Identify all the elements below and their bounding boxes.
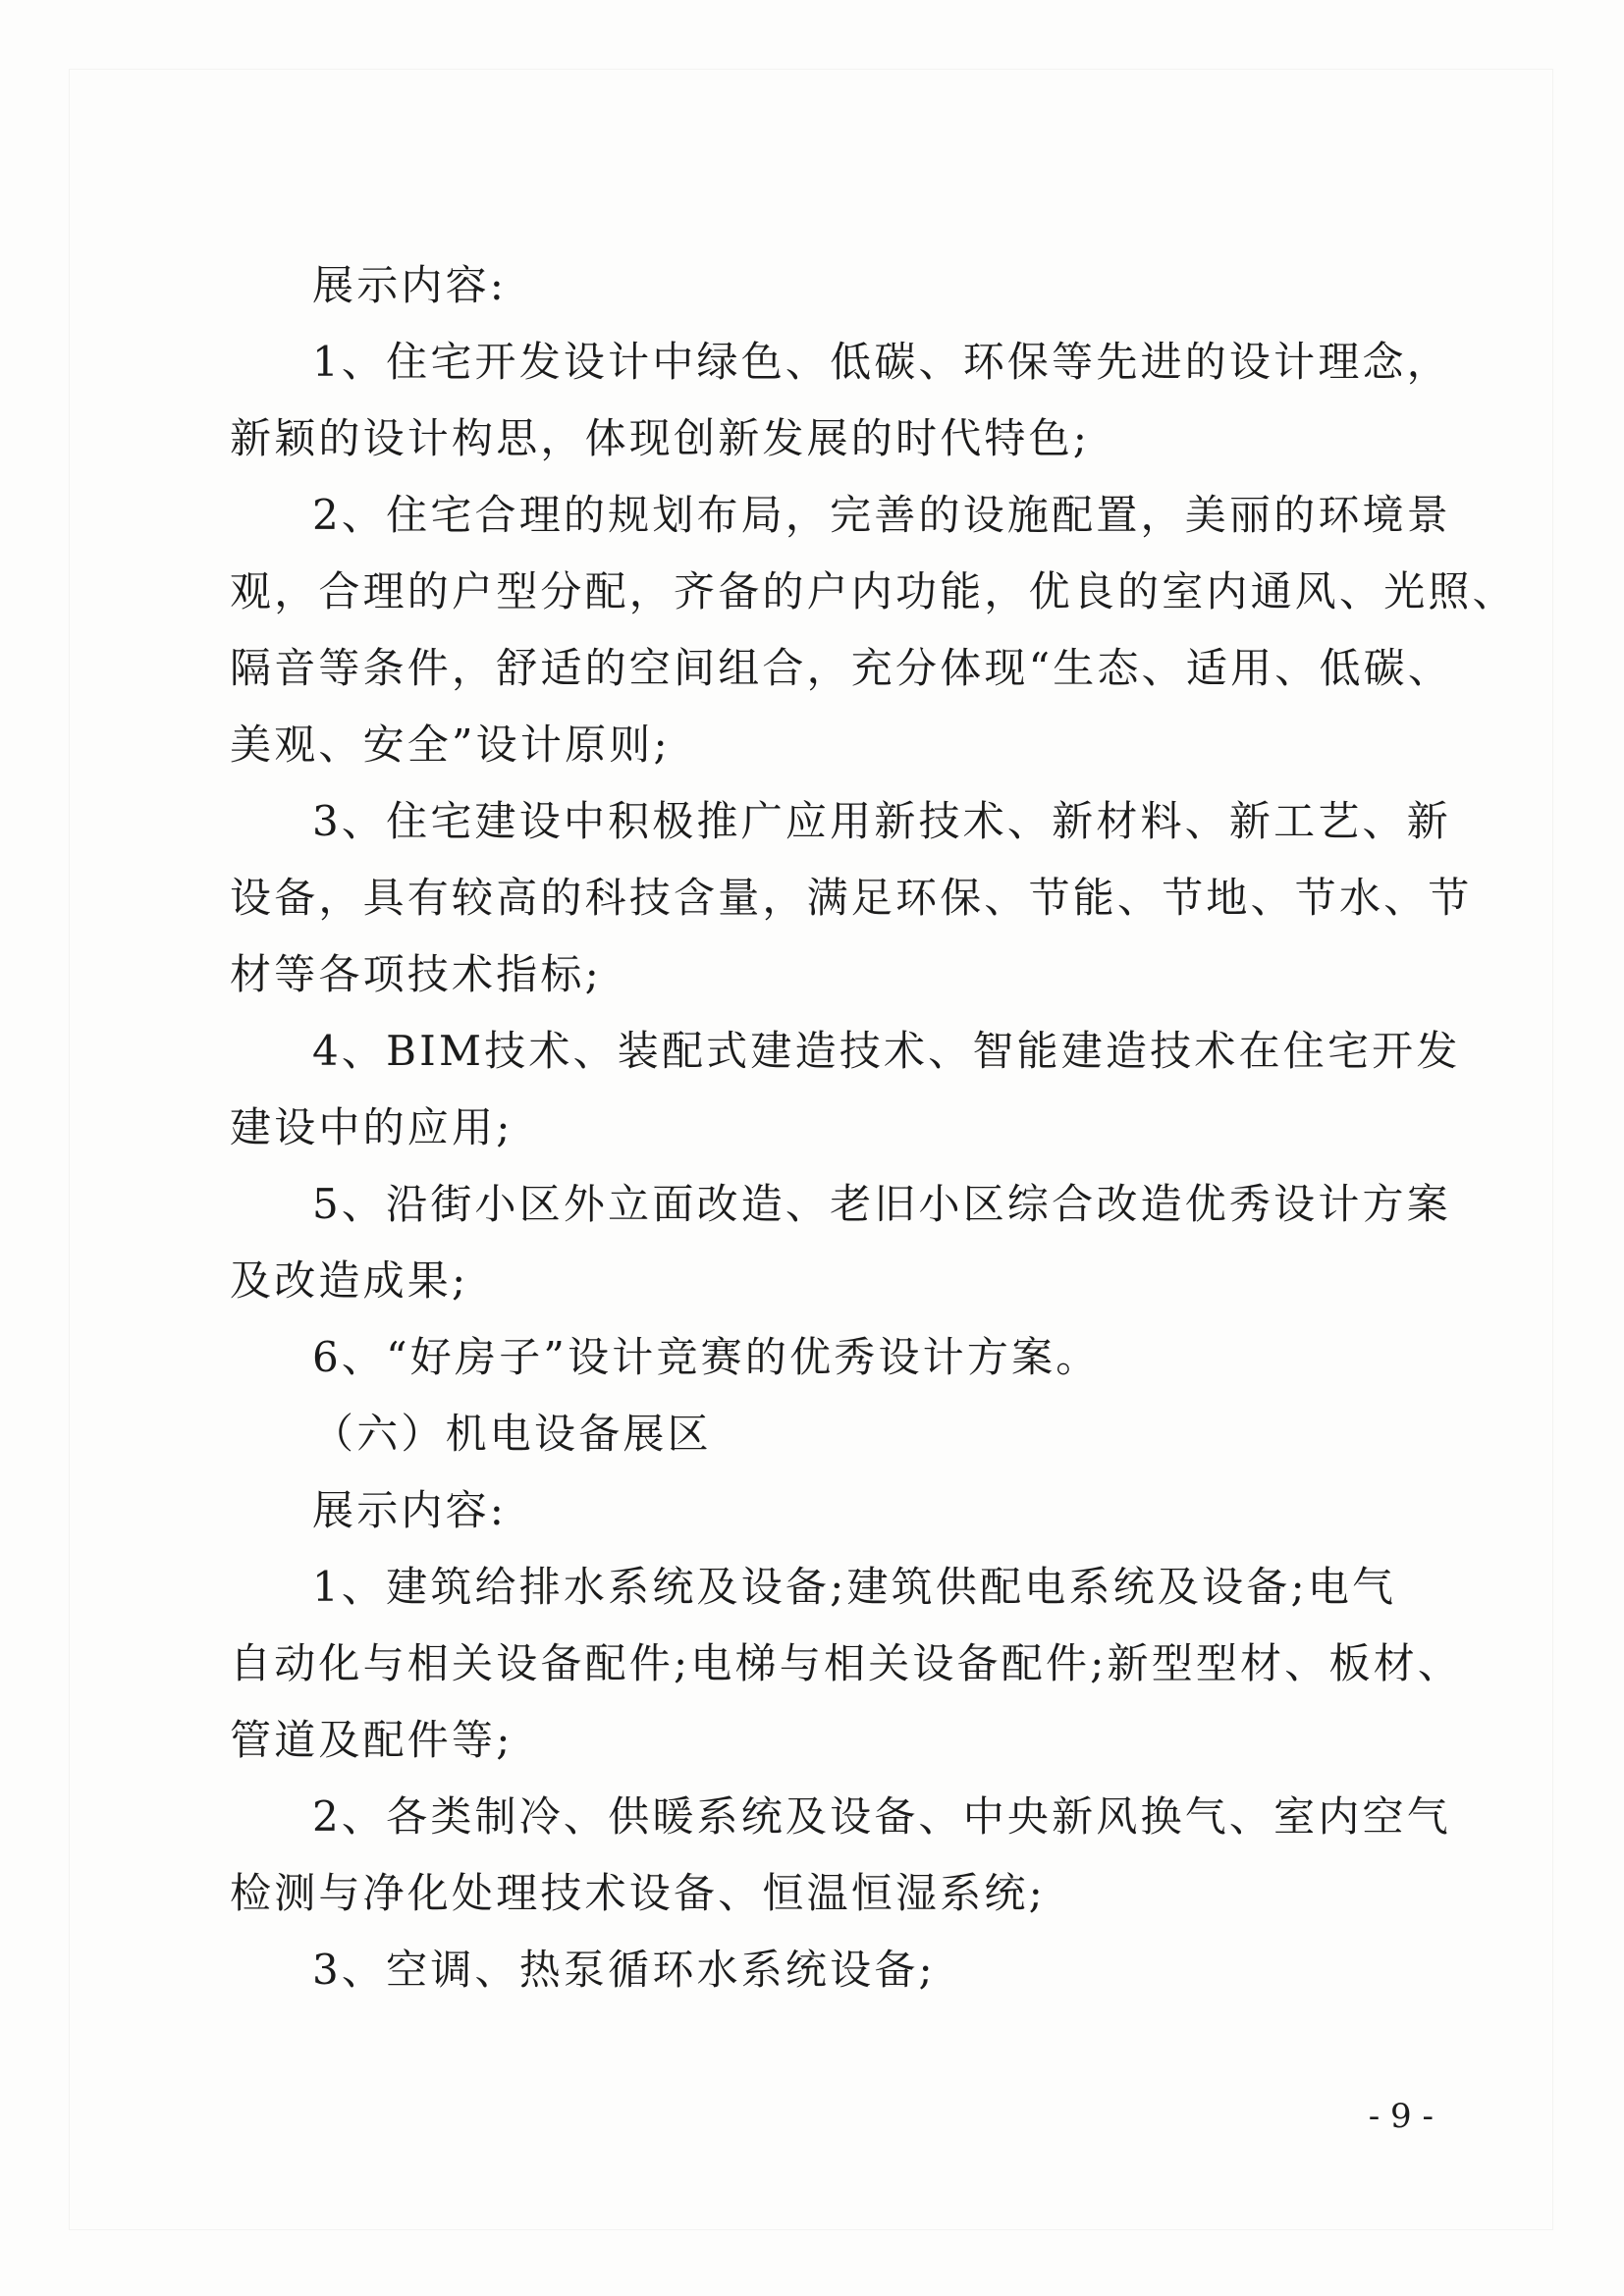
paragraph-line: 6、“好房子”设计竞赛的优秀设计方案。: [312, 1333, 1101, 1381]
paragraph-line: 新颖的设计构思，体现创新发展的时代特色;: [230, 414, 1091, 462]
paragraph-line: 管道及配件等;: [230, 1716, 514, 1764]
paragraph-line: 隔音等条件，舒适的空间组合，充分体现“生态、适用、低碳、: [230, 644, 1453, 692]
paragraph-line: 4、BIM技术、装配式建造技术、智能建造技术在住宅开发: [312, 1027, 1461, 1075]
paragraph-line: 美观、安全”设计原则;: [230, 721, 671, 769]
paragraph-line: 及改造成果;: [230, 1256, 469, 1305]
section-heading: （六）机电设备展区: [312, 1410, 712, 1458]
paragraph-line: 建设中的应用;: [230, 1103, 514, 1151]
paragraph-line: 检测与净化处理技术设备、恒温恒湿系统;: [230, 1869, 1046, 1917]
paragraph-line: 展示内容:: [312, 261, 508, 309]
page-number: - 9 -: [1368, 2097, 1434, 2136]
paragraph-line: 展示内容:: [312, 1486, 508, 1534]
paragraph-line: 1、住宅开发设计中绿色、低碳、环保等先进的设计理念，: [312, 338, 1451, 386]
paragraph-line: 2、各类制冷、供暖系统及设备、中央新风换气、室内空气: [312, 1792, 1451, 1841]
paragraph-line: 3、空调、热泵循环水系统设备;: [312, 1946, 936, 1994]
paragraph-line: 自动化与相关设备配件;电梯与相关设备配件;新型型材、板材、: [230, 1639, 1463, 1687]
paragraph-line: 1、建筑给排水系统及设备;建筑供配电系统及设备;电气: [312, 1563, 1397, 1611]
body-text: [230, 247, 1517, 2008]
paragraph-line: 2、住宅合理的规划布局，完善的设施配置，美丽的环境景: [312, 491, 1451, 539]
paragraph-line: 材等各项技术指标;: [230, 950, 602, 998]
paragraph-line: 3、住宅建设中积极推广应用新技术、新材料、新工艺、新: [312, 797, 1451, 845]
paragraph-line: 设备，具有较高的科技含量，满足环保、节能、节地、节水、节: [230, 874, 1473, 922]
paragraph-line: 5、沿街小区外立面改造、老旧小区综合改造优秀设计方案: [312, 1180, 1451, 1228]
paragraph-line: 观，合理的户型分配，齐备的户内功能，优良的室内通风、光照、: [230, 567, 1517, 615]
